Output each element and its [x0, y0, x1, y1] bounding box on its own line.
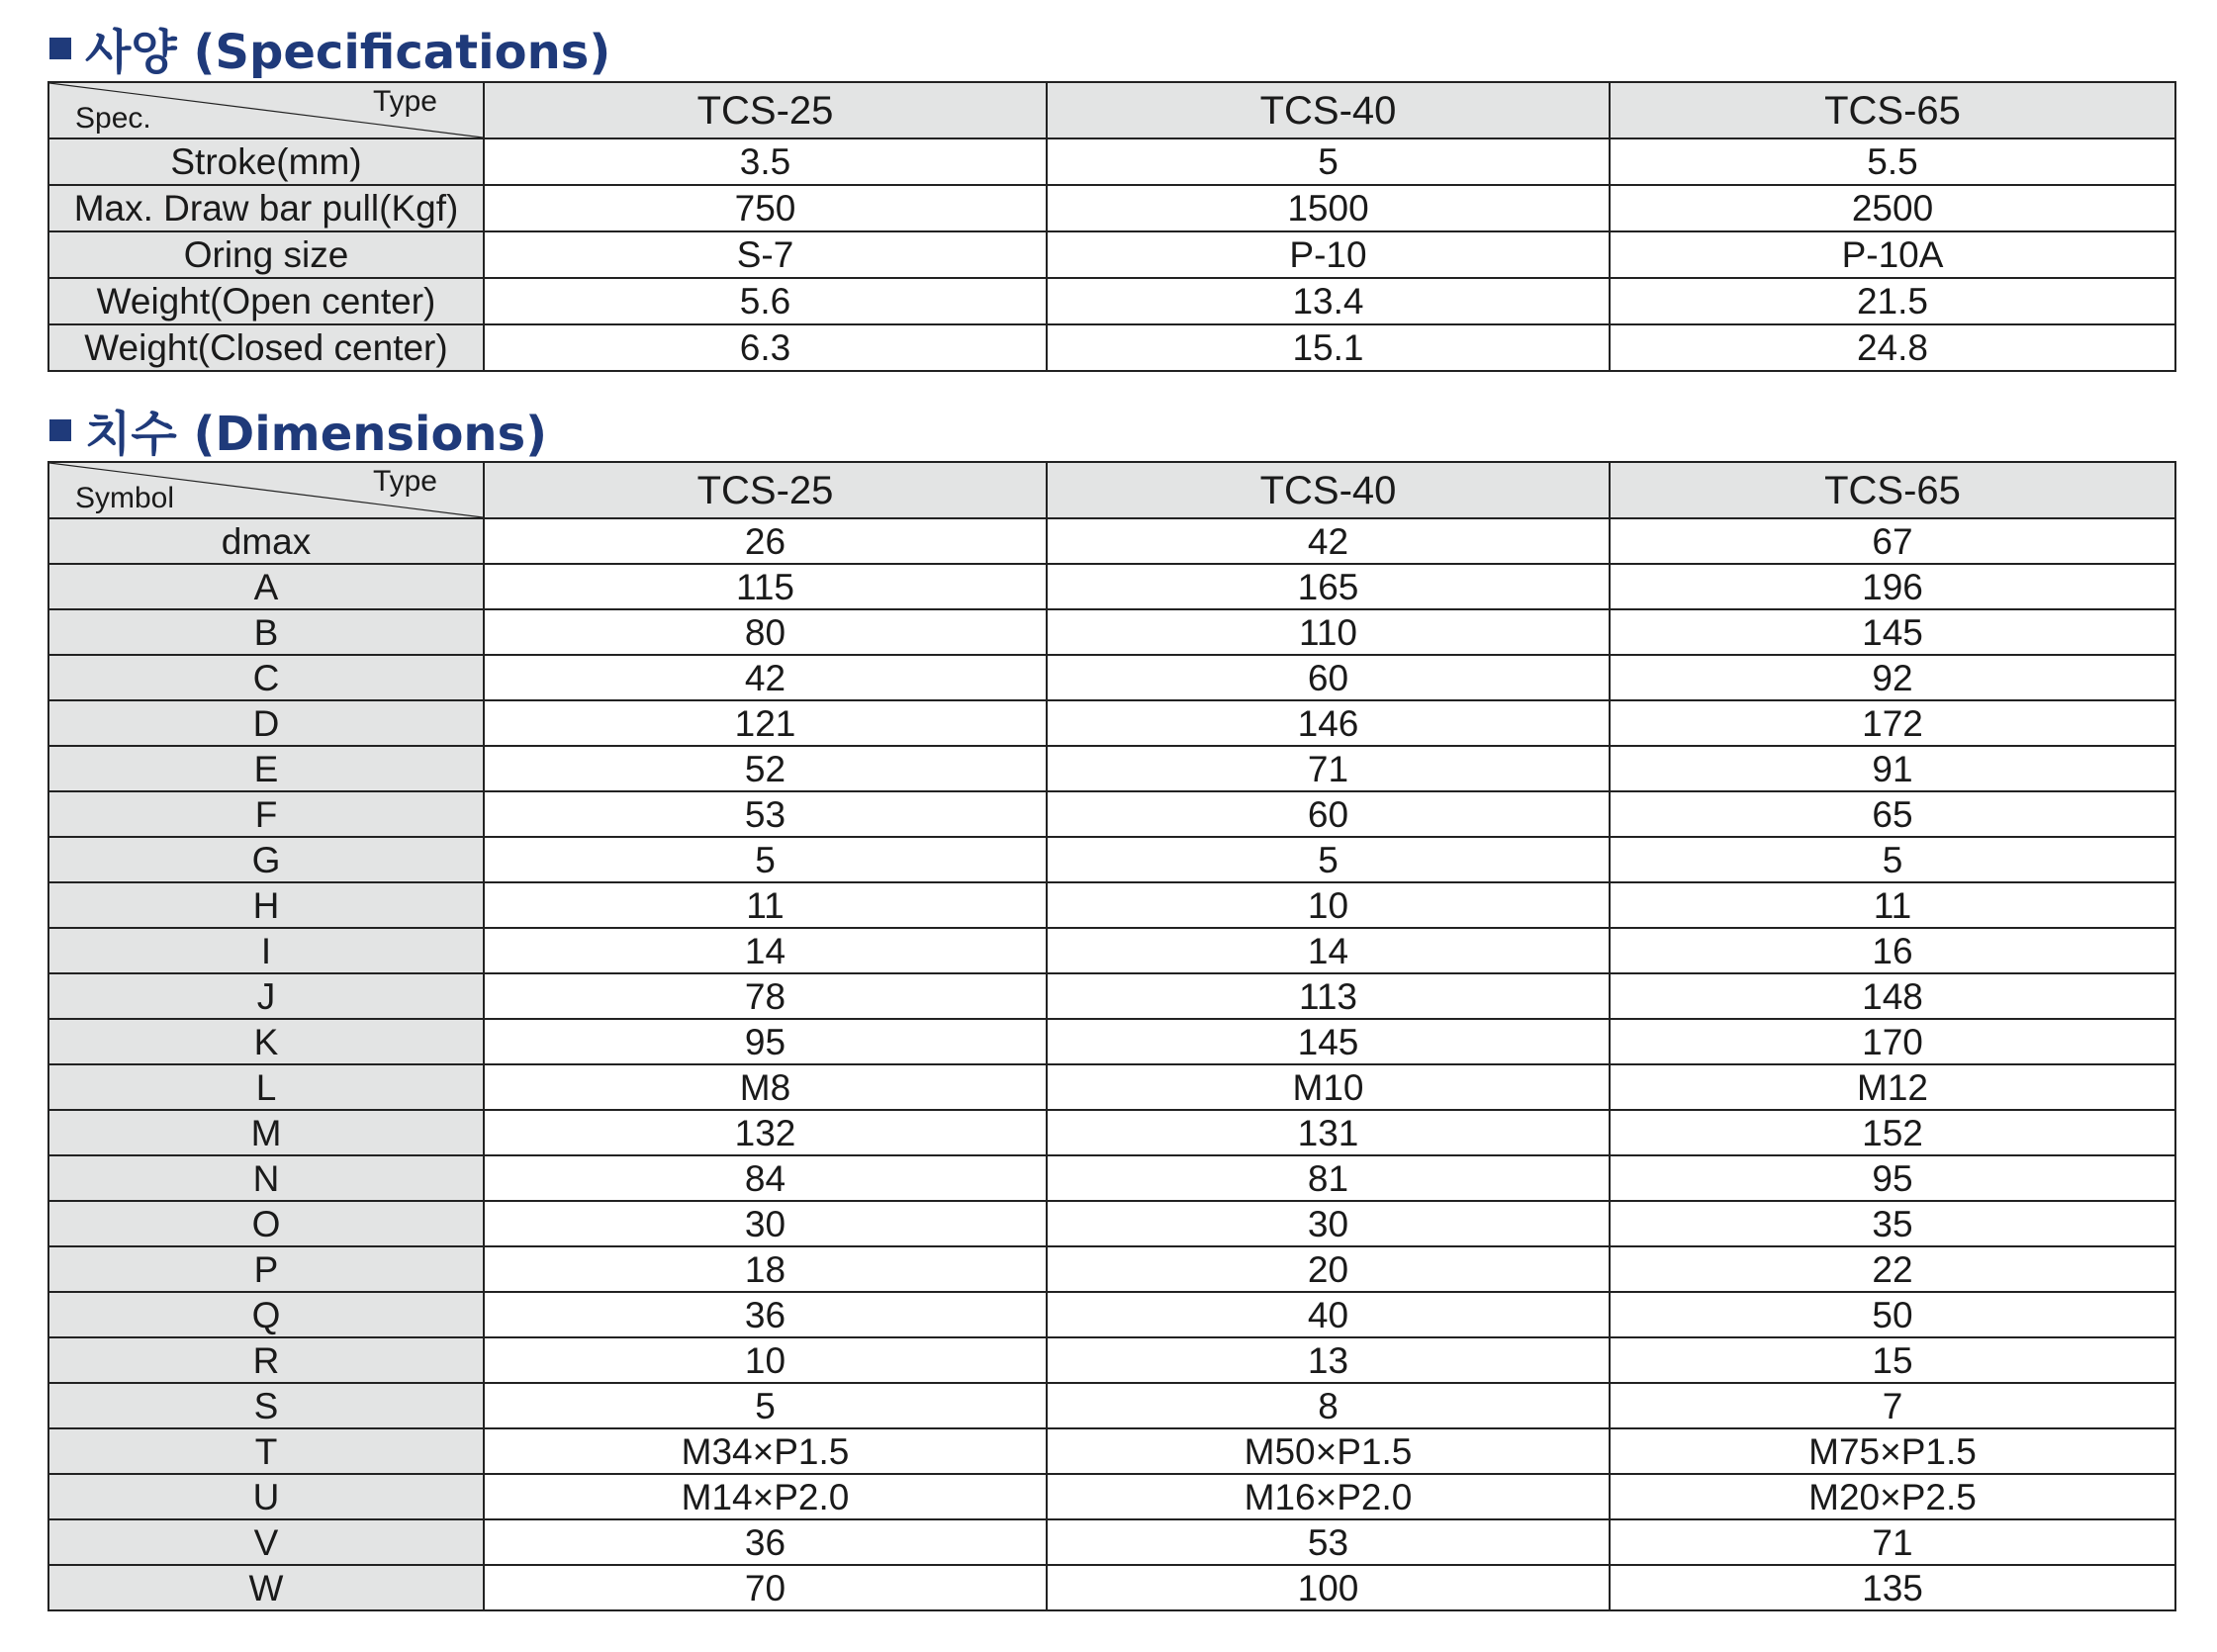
table-cell: 22 [1610, 1246, 2175, 1292]
row-label: Weight(Closed center) [48, 324, 484, 371]
table-cell: 35 [1610, 1201, 2175, 1246]
table-cell: 91 [1610, 746, 2175, 791]
table-row [48, 1428, 2175, 1474]
table-cell: 100 [1047, 1565, 1610, 1610]
dimensions-heading [49, 396, 547, 464]
table-cell: 10 [1047, 882, 1610, 928]
table-cell: 71 [1047, 746, 1610, 791]
table-cell: 5 [484, 1383, 1047, 1428]
table-cell: 165 [1047, 564, 1610, 609]
table-cell: 5 [1610, 837, 2175, 882]
corner-row-label: Symbol [75, 482, 175, 514]
table-cell: 5 [484, 837, 1047, 882]
corner-type-label: Type [372, 465, 437, 498]
row-label: G [48, 837, 484, 882]
table-cell: 80 [484, 609, 1047, 655]
column-header: TCS-40 [1047, 462, 1610, 518]
table-cell: 11 [484, 882, 1047, 928]
table-row [48, 973, 2175, 1019]
table-cell: 6.3 [484, 324, 1047, 371]
table-cell: 5 [1047, 138, 1610, 185]
table-cell: 152 [1610, 1110, 2175, 1155]
table-row [48, 746, 2175, 791]
table-cell: 145 [1047, 1019, 1610, 1064]
corner-cell [48, 82, 484, 138]
table-row [48, 1064, 2175, 1110]
table-cell: 40 [1047, 1292, 1610, 1337]
table-cell: 30 [1047, 1201, 1610, 1246]
row-label: N [48, 1155, 484, 1201]
column-header: TCS-65 [1610, 462, 2175, 518]
row-label: L [48, 1064, 484, 1110]
table-cell: 50 [1610, 1292, 2175, 1337]
table-row [48, 655, 2175, 700]
table-cell: 5.6 [484, 278, 1047, 324]
table-row [48, 1474, 2175, 1519]
table-cell: 196 [1610, 564, 2175, 609]
table-cell: 84 [484, 1155, 1047, 1201]
table-cell: 5.5 [1610, 138, 2175, 185]
row-label: F [48, 791, 484, 837]
table-cell: 8 [1047, 1383, 1610, 1428]
table-cell: 36 [484, 1292, 1047, 1337]
table-cell: 170 [1610, 1019, 2175, 1064]
dimensions-title: 치수 (Dimensions) [85, 407, 548, 462]
row-label: Q [48, 1292, 484, 1337]
corner-row-label: Spec. [75, 102, 151, 135]
column-header: TCS-25 [484, 82, 1047, 138]
table-cell: 146 [1047, 700, 1610, 746]
row-label: E [48, 746, 484, 791]
table-row [48, 231, 2175, 278]
table-cell: M34×P1.5 [484, 1428, 1047, 1474]
table-cell: 1500 [1047, 185, 1610, 231]
row-label: D [48, 700, 484, 746]
row-label: V [48, 1519, 484, 1565]
table-cell: 53 [484, 791, 1047, 837]
table-cell: 42 [1047, 518, 1610, 564]
table-cell: 67 [1610, 518, 2175, 564]
table-row [48, 564, 2175, 609]
table-cell: 70 [484, 1565, 1047, 1610]
table-cell: 15.1 [1047, 324, 1610, 371]
header-row [48, 462, 2175, 518]
table-cell: M75×P1.5 [1610, 1428, 2175, 1474]
row-label: B [48, 609, 484, 655]
table-cell: M8 [484, 1064, 1047, 1110]
specifications-table [47, 81, 2176, 372]
table-cell: 14 [1047, 928, 1610, 973]
row-label: dmax [48, 518, 484, 564]
table-cell: 30 [484, 1201, 1047, 1246]
row-label: Oring size [48, 231, 484, 278]
table-cell: M16×P2.0 [1047, 1474, 1610, 1519]
specifications-heading [49, 14, 610, 82]
table-row [48, 518, 2175, 564]
row-label: O [48, 1201, 484, 1246]
table-row [48, 1292, 2175, 1337]
table-cell: 110 [1047, 609, 1610, 655]
row-label: T [48, 1428, 484, 1474]
table-cell: 81 [1047, 1155, 1610, 1201]
table-row [48, 1201, 2175, 1246]
table-row [48, 1383, 2175, 1428]
table-cell: P-10A [1610, 231, 2175, 278]
table-cell: 71 [1610, 1519, 2175, 1565]
table-row [48, 1565, 2175, 1610]
table-cell: 145 [1610, 609, 2175, 655]
table-cell: 78 [484, 973, 1047, 1019]
table-row [48, 1246, 2175, 1292]
table-row [48, 1337, 2175, 1383]
table-cell: 20 [1047, 1246, 1610, 1292]
table-cell: 13.4 [1047, 278, 1610, 324]
row-label: K [48, 1019, 484, 1064]
column-header: TCS-25 [484, 462, 1047, 518]
table-row [48, 700, 2175, 746]
table-cell: 53 [1047, 1519, 1610, 1565]
table-cell: M12 [1610, 1064, 2175, 1110]
table-cell: 13 [1047, 1337, 1610, 1383]
table-cell: 26 [484, 518, 1047, 564]
table-cell: 148 [1610, 973, 2175, 1019]
table-cell: S-7 [484, 231, 1047, 278]
table-row [48, 185, 2175, 231]
table-row [48, 1019, 2175, 1064]
table-row [48, 609, 2175, 655]
table-cell: 11 [1610, 882, 2175, 928]
table-row [48, 324, 2175, 371]
row-label: J [48, 973, 484, 1019]
table-cell: 21.5 [1610, 278, 2175, 324]
row-label: I [48, 928, 484, 973]
table-cell: M14×P2.0 [484, 1474, 1047, 1519]
column-header: TCS-65 [1610, 82, 2175, 138]
table-row [48, 791, 2175, 837]
row-label: C [48, 655, 484, 700]
table-cell: 60 [1047, 791, 1610, 837]
header-row [48, 82, 2175, 138]
table-cell: M50×P1.5 [1047, 1428, 1610, 1474]
table-cell: 5 [1047, 837, 1610, 882]
table-row [48, 138, 2175, 185]
table-cell: 36 [484, 1519, 1047, 1565]
table-cell: 7 [1610, 1383, 2175, 1428]
table-cell: 16 [1610, 928, 2175, 973]
table-row [48, 837, 2175, 882]
table-row [48, 882, 2175, 928]
table-cell: 115 [484, 564, 1047, 609]
row-label: S [48, 1383, 484, 1428]
row-label: M [48, 1110, 484, 1155]
dimensions-table [47, 461, 2176, 1611]
corner-cell [48, 462, 484, 518]
table-cell: 65 [1610, 791, 2175, 837]
square-bullet-icon [49, 38, 71, 59]
row-label: A [48, 564, 484, 609]
table-row [48, 1110, 2175, 1155]
table-cell: P-10 [1047, 231, 1610, 278]
table-cell: 135 [1610, 1565, 2175, 1610]
row-label: U [48, 1474, 484, 1519]
table-cell: 52 [484, 746, 1047, 791]
row-label: R [48, 1337, 484, 1383]
table-cell: 132 [484, 1110, 1047, 1155]
row-label: P [48, 1246, 484, 1292]
table-cell: 131 [1047, 1110, 1610, 1155]
table-cell: 42 [484, 655, 1047, 700]
table-row [48, 278, 2175, 324]
row-label: H [48, 882, 484, 928]
table-cell: M20×P2.5 [1610, 1474, 2175, 1519]
row-label: Weight(Open center) [48, 278, 484, 324]
table-cell: 60 [1047, 655, 1610, 700]
square-bullet-icon [49, 419, 71, 441]
table-cell: 10 [484, 1337, 1047, 1383]
table-row [48, 1155, 2175, 1201]
row-label: W [48, 1565, 484, 1610]
table-cell: 15 [1610, 1337, 2175, 1383]
row-label: Stroke(mm) [48, 138, 484, 185]
table-cell: 2500 [1610, 185, 2175, 231]
table-cell: 172 [1610, 700, 2175, 746]
corner-type-label: Type [372, 85, 437, 118]
row-label: Max. Draw bar pull(Kgf) [48, 185, 484, 231]
table-cell: 113 [1047, 973, 1610, 1019]
table-row [48, 928, 2175, 973]
table-cell: 750 [484, 185, 1047, 231]
table-cell: 95 [484, 1019, 1047, 1064]
table-cell: 92 [1610, 655, 2175, 700]
table-cell: 121 [484, 700, 1047, 746]
table-cell: 14 [484, 928, 1047, 973]
column-header: TCS-40 [1047, 82, 1610, 138]
specifications-title: 사양 (Specifications) [85, 25, 611, 80]
table-cell: 24.8 [1610, 324, 2175, 371]
table-cell: M10 [1047, 1064, 1610, 1110]
table-row [48, 1519, 2175, 1565]
table-cell: 18 [484, 1246, 1047, 1292]
table-cell: 3.5 [484, 138, 1047, 185]
table-cell: 95 [1610, 1155, 2175, 1201]
